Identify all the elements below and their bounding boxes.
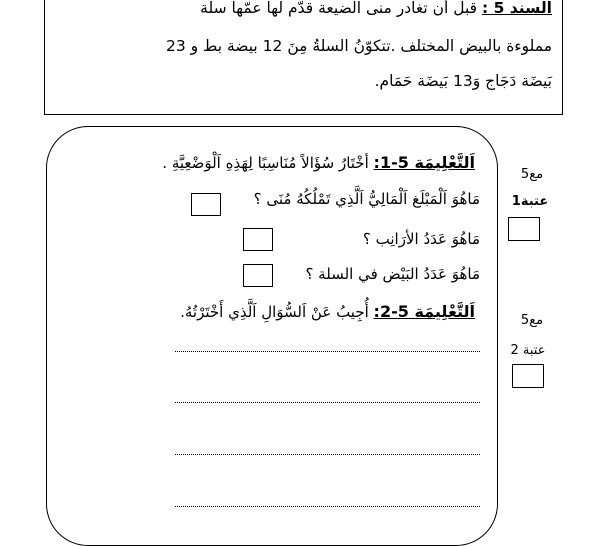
task2-label: اَلتَّعْلِيمَة 5-2:: [373, 302, 475, 321]
threshold-1-label: عتبة1: [511, 194, 549, 209]
support-text-1: قبل أن تغادر منى الضيعة قدّم لها عمّها سلّة: [200, 0, 478, 17]
criterion-2-label: مع5: [520, 313, 544, 328]
question-2-checkbox[interactable]: [243, 228, 273, 251]
support-box: [44, 0, 563, 115]
answer-line-3[interactable]: [175, 454, 480, 455]
support-line-1: [200, 0, 552, 17]
task2-heading: [180, 302, 475, 321]
task2-instruction: أُجِيبُ عَنْ اَلسُّوَالِ اَلَّذِي أَخْتَرْتُهُ.: [180, 303, 369, 321]
answer-line-1[interactable]: [175, 351, 480, 352]
answer-line-4[interactable]: [175, 506, 480, 507]
question-2-text: مَاهُوَ عَدَدُ الأرَانِب ؟: [362, 230, 480, 248]
task1-instruction: أخْتَارُ سُؤَالاً مُنَاسِبًا لِهَذِهِ اَلْوَضْعِيَّةِ .: [162, 154, 369, 172]
threshold-2-box[interactable]: [512, 364, 544, 388]
criterion-1-label: مع5: [520, 167, 544, 182]
threshold-1-box[interactable]: [508, 217, 540, 241]
threshold-2-label: عتبة 2: [510, 343, 546, 358]
answer-line-2[interactable]: [175, 402, 480, 403]
support-title: السند 5 :: [482, 0, 552, 17]
question-1-checkbox[interactable]: [191, 193, 221, 216]
task-frame: [46, 126, 498, 546]
task1-label: اَلتَّعْلِيمَة 5-1:: [373, 153, 475, 172]
task1-heading: [162, 153, 475, 172]
support-line-3: بَيضَة دَجَاج وَ13 بَيضَة حَمَام.: [374, 72, 552, 90]
question-3-checkbox[interactable]: [243, 264, 273, 287]
question-3-text: مَاهُوَ عَدَدُ البَيْض في السلة ؟: [305, 265, 480, 283]
question-1-text: مَاهُوَ اَلْمَبْلَغ اَلْمَالِيُّ اَلَّذِي تَمْلُكُهُ مُنَى ؟: [253, 190, 480, 208]
support-line-2: مملوءة بالبيض المختلف .تتكوّنُ السلةُ مِنَ 12 بيضة بط و 23: [165, 37, 552, 55]
